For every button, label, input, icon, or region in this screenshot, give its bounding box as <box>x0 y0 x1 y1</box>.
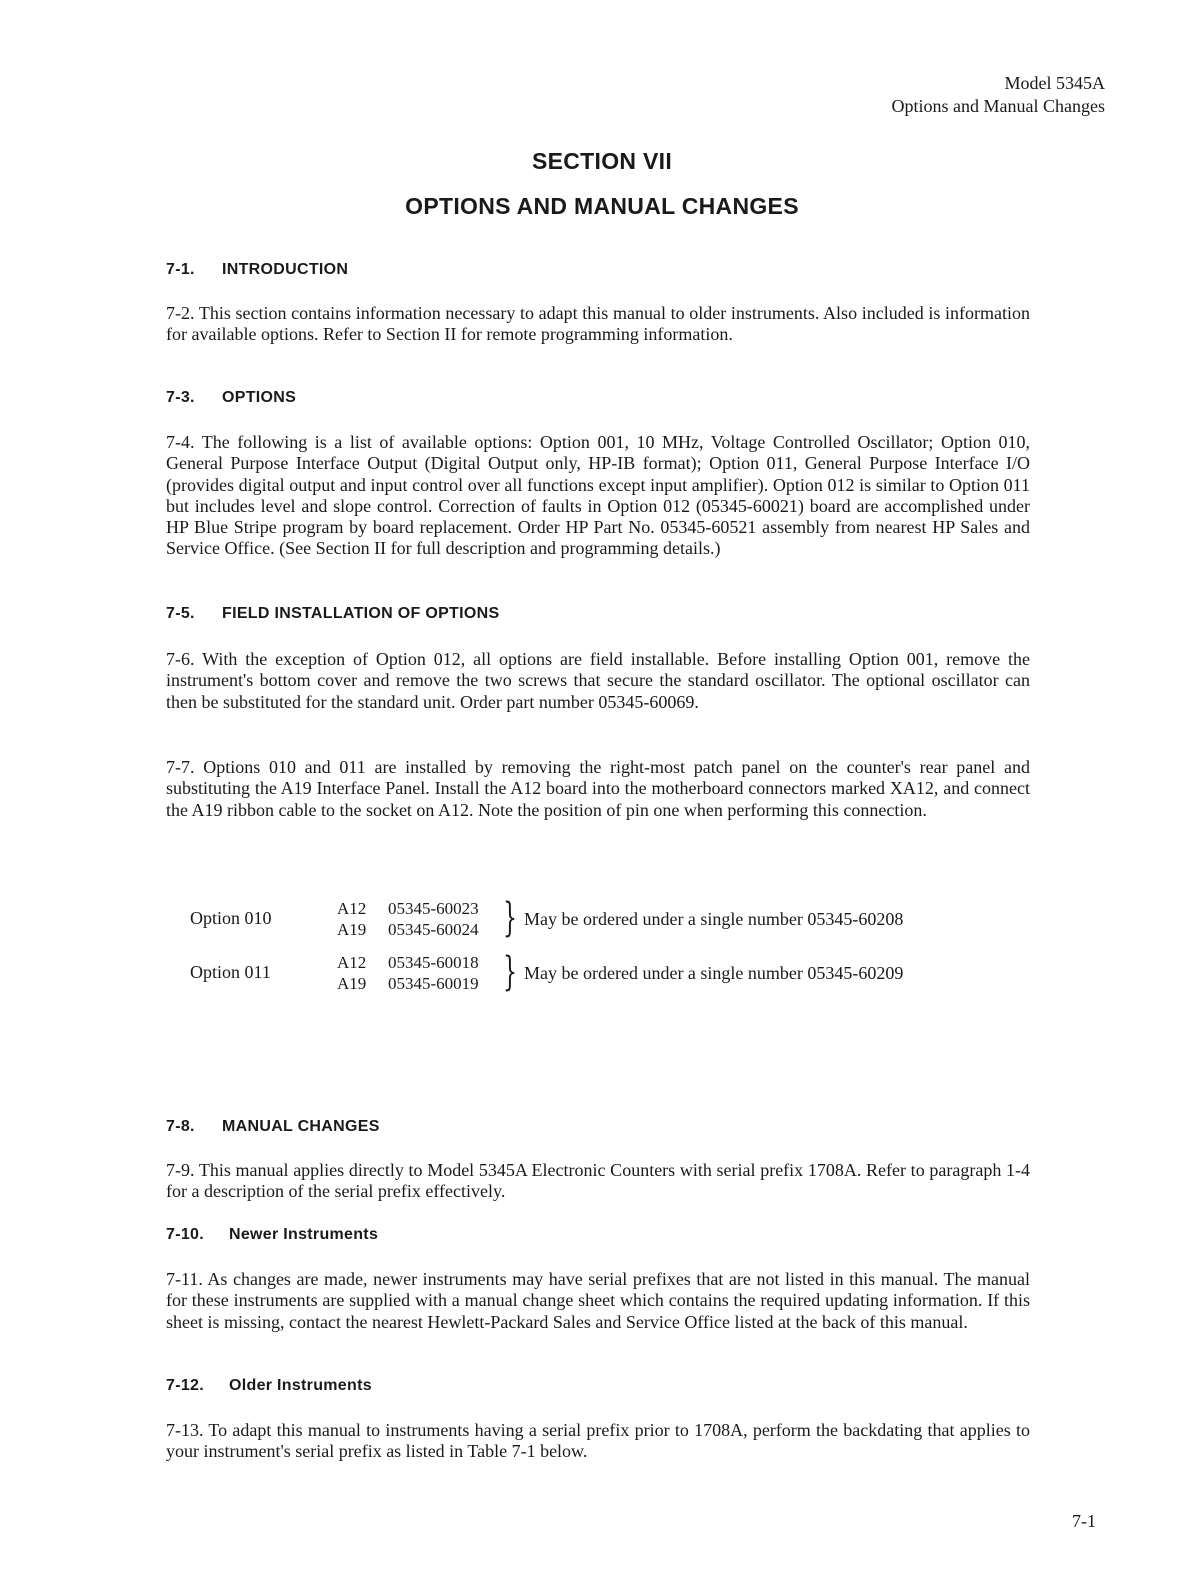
paragraph-7-9: 7-9. This manual applies directly to Model 5345A Electronic Counters with serial prefix 1708A. Refer to paragraph 1-4 for a description of the serial prefix effectively. <box>166 1160 1030 1202</box>
option-note: May be ordered under a single number 05345-60209 <box>524 963 904 983</box>
paragraph-7-4: 7-4. The following is a list of available options: Option 001, 10 MHz, Voltage Controlled Oscillator; Option 010, General Purpose Interface Output (Digital Output only, HP-IB format); Option 011, General Purpose Interface I/O (provides digital output and input control over all functions except input amplifier). Option 012 is similar to Option 011 but includes level and slope control. Correction of faults in Option 012 (05345-60021) board are accomplished under HP Blue Stripe program by board replacement. Order HP Part No. 05345-60521 assembly from nearest HP Sales and Service Office. (See Section II for full description and programming details.) <box>166 432 1030 559</box>
heading-text: OPTIONS <box>222 389 297 406</box>
heading-newer-instruments <box>166 1226 378 1244</box>
heading-text: INTRODUCTION <box>222 261 349 278</box>
part-number: 05345-60024 <box>388 920 479 939</box>
part-ref: A19 <box>337 974 367 993</box>
page-number: 7-1 <box>1072 1511 1096 1531</box>
running-header <box>892 72 1105 118</box>
heading-introduction <box>166 261 348 279</box>
option-name: Option 011 <box>190 962 271 982</box>
part-ref: A19 <box>337 920 367 939</box>
option-name: Option 010 <box>190 908 272 928</box>
paragraph-7-13: 7-13. To adapt this manual to instruments having a serial prefix prior to 1708A, perform the backdating that applies to your instrument's serial prefix as listed in Table 7-1 below. <box>166 1420 1030 1462</box>
paragraph-7-7: 7-7. Options 010 and 011 are installed by removing the right-most patch panel on the counter's rear panel and substituting the A19 Interface Panel. Install the A12 board into the motherboard connectors marked XA12, and connect the A19 ribbon cable to the socket on A12. Note the position of pin one when performing this connection. <box>166 757 1030 820</box>
brace: } <box>503 895 517 941</box>
heading-text: Older Instruments <box>229 1377 372 1394</box>
main-title: OPTIONS AND MANUAL CHANGES <box>405 193 799 219</box>
heading-number: 7-3. <box>166 389 195 406</box>
header-subtitle: Options and Manual Changes <box>891 96 1105 116</box>
heading-number: 7-8. <box>166 1118 195 1135</box>
part-ref: A12 <box>337 899 367 918</box>
heading-older-instruments <box>166 1377 372 1395</box>
heading-number: 7-10. <box>166 1226 204 1243</box>
heading-options <box>166 389 296 407</box>
part-ref: A12 <box>337 953 367 972</box>
section-title: SECTION VII <box>531 148 673 174</box>
part-number: 05345-60023 <box>388 899 479 918</box>
heading-number: 7-1. <box>166 261 195 278</box>
paragraph-7-11: 7-11. As changes are made, newer instruments may have serial prefixes that are not listed in this manual. The manual for these instruments are supplied with a manual change sheet which contains the required updating information. If this sheet is missing, contact the nearest Hewlett-Packard Sales and Service Office listed at the back of this manual. <box>166 1269 1030 1332</box>
part-number: 05345-60018 <box>388 953 479 972</box>
paragraph-7-2: 7-2. This section contains information necessary to adapt this manual to older instruments. Also included is information for available options. Refer to Section II for remote programming information. <box>166 303 1030 345</box>
heading-text: FIELD INSTALLATION OF OPTIONS <box>222 605 500 622</box>
heading-manual-changes <box>166 1118 380 1136</box>
heading-text: MANUAL CHANGES <box>222 1118 380 1135</box>
brace: } <box>503 949 517 995</box>
paragraph-7-6: 7-6. With the exception of Option 012, all options are field installable. Before installing Option 001, remove the instrument's bottom cover and remove the two screws that secure the standard oscillator. The optional oscillator can then be substituted for the standard unit. Order part number 05345-60069. <box>166 649 1030 712</box>
header-model: Model 5345A <box>1004 73 1105 93</box>
heading-number: 7-5. <box>166 605 195 622</box>
heading-field-installation <box>166 605 499 623</box>
option-note: May be ordered under a single number 05345-60208 <box>524 909 904 929</box>
part-number: 05345-60019 <box>388 974 479 993</box>
heading-text: Newer Instruments <box>229 1226 379 1243</box>
heading-number: 7-12. <box>166 1377 204 1394</box>
